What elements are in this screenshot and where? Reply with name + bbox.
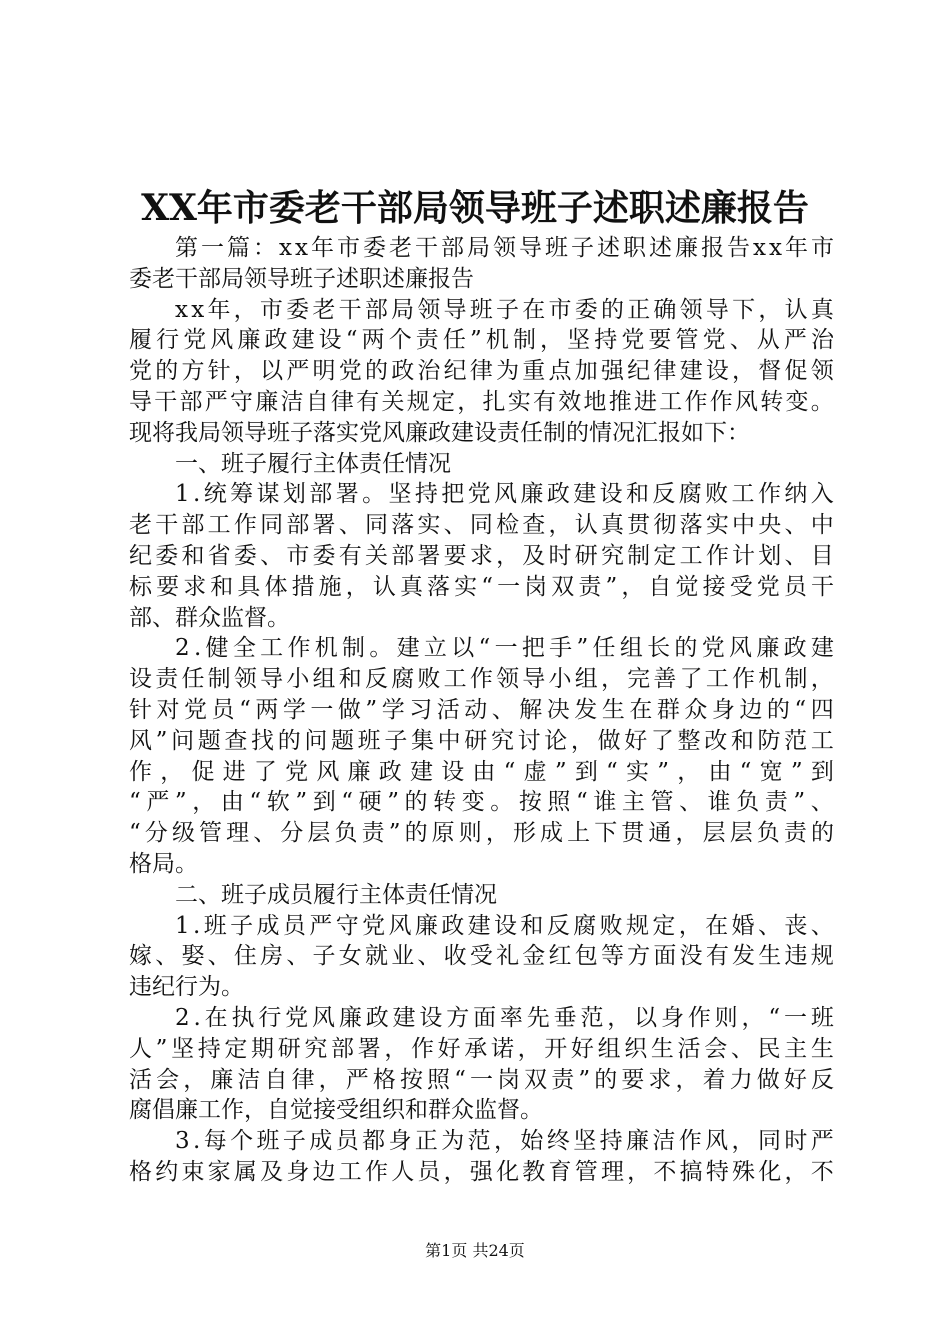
body-line: 委老干部局领导班子述职述廉报告	[129, 265, 474, 292]
body-line: 现将我局领导班子落实党风廉政建设责任制的情况汇报如下：	[129, 419, 750, 446]
body-line: 嫁 、 娶 、 住 房 、 子 女 就 业 、 收 受 礼 金 红 包 等 方 面 没 有 发 生 违 规	[129, 943, 834, 970]
body-line: “ 严 ” ， 由 “ 软 ” 到 “ 硬 ” 的 转 变 。 按 照 “ 谁 主 管 、 谁 负 责 ” 、	[129, 789, 834, 816]
body-line: 风 ” 问 题 查 找 的 问 题 班 子 集 中 研 究 讨 论 ， 做 好 了 整 改 和 防 范 工	[129, 727, 834, 754]
body-line: 1 . 统 筹 谋 划 部 署 。 坚 持 把 党 风 廉 政 建 设 和 反 腐 败 工 作 纳 入	[175, 481, 834, 508]
document-title: XX年市委老干部局领导班子述职述廉报告	[141, 187, 809, 229]
body-line: 设 责 任 制 领 导 小 组 和 反 腐 败 工 作 领 导 小 组 ， 完 善 了 工 作 机 制 ，	[129, 666, 834, 693]
body-line: 第 一 篇 ： x x 年 市 委 老 干 部 局 领 导 班 子 述 职 述 廉 报 告 x x 年 市	[175, 235, 834, 261]
body-line: 违纪行为。	[129, 974, 244, 1001]
body-line: 部、群众监督。	[129, 604, 290, 631]
body-line: x x 年 ， 市 委 老 干 部 局 领 导 班 子 在 市 委 的 正 确 领 导 下 ， 认 真	[175, 296, 834, 323]
body-line: 腐倡廉工作，自觉接受组织和群众监督。	[129, 1097, 543, 1124]
body-line: 2 . 在 执 行 党 风 廉 政 建 设 方 面 率 先 垂 范 ， 以 身 作 则 ， “ 一 班	[175, 1004, 834, 1031]
body-line: 1 . 班 子 成 员 严 守 党 风 廉 政 建 设 和 反 腐 败 规 定 ， 在 婚 、 丧 、	[175, 912, 834, 939]
body-line: 格局。	[129, 850, 198, 877]
body-line: 党 的 方 针 ， 以 严 明 党 的 政 治 纪 律 为 重 点 加 强 纪 律 建 设 ， 督 促 领	[129, 358, 834, 385]
body-line: 格 约 束 家 属 及 身 边 工 作 人 员 ， 强 化 教 育 管 理 ， 不 搞 特 殊 化 ， 不	[129, 1158, 834, 1185]
section-heading: 一、班子履行主体责任情况	[175, 450, 451, 477]
body-line: 人 ” 坚 持 定 期 研 究 部 署 ， 作 好 承 诺 ， 开 好 组 织 生 活 会 、 民 主 生	[129, 1035, 834, 1062]
body-line: 2 . 健 全 工 作 机 制 。 建 立 以 “ 一 把 手 ” 任 组 长 的 党 风 廉 政 建	[175, 635, 834, 662]
body-line: 针 对 党 员 “ 两 学 一 做 ” 学 习 活 动 、 解 决 发 生 在 群 众 身 边 的 “ 四	[129, 696, 834, 723]
body-line: “ 分 级 管 理 、 分 层 负 责 ” 的 原 则 ， 形 成 上 下 贯 通 ， 层 层 负 责 的	[129, 820, 834, 847]
body-line: 导 干 部 严 守 廉 洁 自 律 有 关 规 定 ， 扎 实 有 效 地 推 进 工 作 作 风 转 变 。	[129, 388, 834, 415]
body-line: 履 行 党 风 廉 政 建 设 “ 两 个 责 任 ” 机 制 ， 坚 持 党 要 管 党 、 从 严 治	[129, 327, 834, 354]
page-number-footer: 第1页 共24页	[425, 1241, 525, 1260]
body-line: 老 干 部 工 作 同 部 署 、 同 落 实 、 同 检 查 ， 认 真 贯 彻 落 实 中 央 、 中	[129, 512, 834, 539]
document-body	[129, 233, 834, 1188]
section-heading: 二、班子成员履行主体责任情况	[175, 881, 497, 908]
body-line: 纪 委 和 省 委 、 市 委 有 关 部 署 要 求 ， 及 时 研 究 制 定 工 作 计 划 、 目	[129, 542, 834, 569]
body-line: 标 要 求 和 具 体 措 施 ， 认 真 落 实 “ 一 岗 双 责 ” ， 自 觉 接 受 党 员 干	[129, 573, 834, 600]
body-line: 3 . 每 个 班 子 成 员 都 身 正 为 范 ， 始 终 坚 持 廉 洁 作 风 ， 同 时 严	[175, 1128, 834, 1155]
body-line: 活 会 ， 廉 洁 自 律 ， 严 格 按 照 “ 一 岗 双 责 ” 的 要 求 ， 着 力 做 好 反	[129, 1066, 834, 1093]
body-line: 作 ， 促 进 了 党 风 廉 政 建 设 由 “ 虚 ” 到 “ 实 ” ， 由 “ 宽 ” 到	[129, 758, 834, 785]
